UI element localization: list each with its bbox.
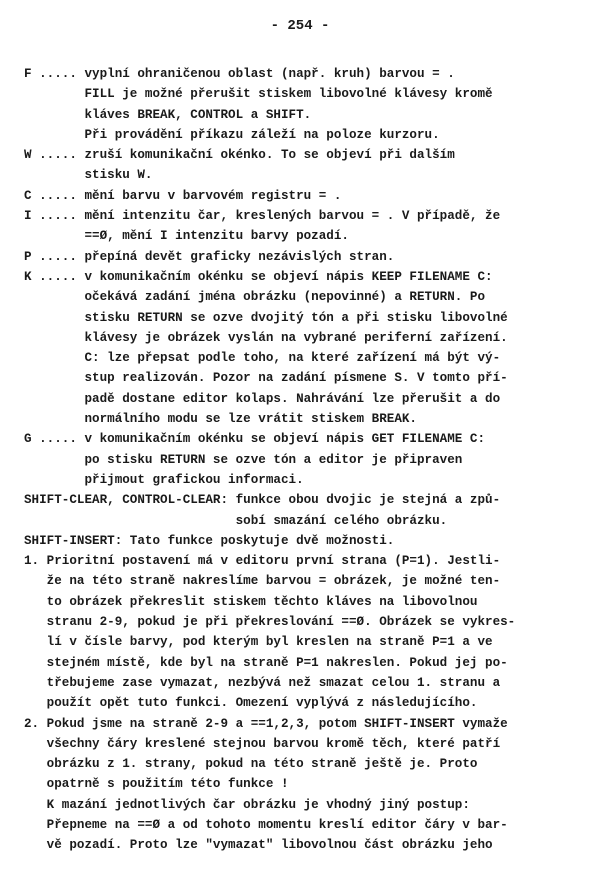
- text-line: ==Ø, mění I intenzitu barvy pozadí.: [24, 229, 349, 244]
- text-line: opatrně s použitím této funkce !: [24, 777, 289, 792]
- text-line: obrázku z 1. strany, pokud na této straně ještě je. Proto: [24, 757, 478, 772]
- text-line: C ..... mění barvu v barvovém registru = .: [24, 188, 342, 203]
- text-line: 2. Pokud jsme na straně 2-9 a ==1,2,3, potom SHIFT-INSERT vymaže: [24, 716, 508, 731]
- text-line: použít opět tuto funkci. Omezení vyplývá z následujícího.: [24, 696, 478, 711]
- text-line: klávesy je obrázek vyslán na vybrané periferní zařízení.: [24, 330, 508, 345]
- text-line: I ..... mění intenzitu čar, kreslených barvou = . V případě, že: [24, 209, 501, 224]
- text-line: SHIFT-INSERT: Tato funkce poskytuje dvě možnosti.: [24, 533, 395, 548]
- text-line: že na této straně nakreslíme barvou = obrázek, je možné ten-: [24, 574, 501, 589]
- text-line: Přepneme na ==Ø a od tohoto momentu kreslí editor čáry v bar-: [24, 817, 508, 832]
- text-line: normálního modu se lze vrátit stiskem BREAK.: [24, 412, 417, 427]
- text-line: C: lze přepsat podle toho, na které zařízení má být vý-: [24, 351, 501, 366]
- text-line: očekává zadání jména obrázku (nepovinné) a RETURN. Po: [24, 290, 486, 305]
- text-line: třebujeme zase vymazat, nezbývá než smazat celou 1. stranu a: [24, 675, 501, 690]
- text-line: SHIFT-CLEAR, CONTROL-CLEAR: funkce obou dvojic je stejná a způ-: [24, 493, 501, 508]
- text-line: FILL je možné přerušit stiskem libovolné klávesy kromě: [24, 87, 493, 102]
- page-number: - 254 -: [270, 18, 330, 34]
- page-body: [24, 64, 590, 856]
- text-line: to obrázek překreslit stiskem těchto kláves na libovolnou: [24, 594, 478, 609]
- text-line: stup realizován. Pozor na zadání písmene S. V tomto pří-: [24, 371, 508, 386]
- text-line: 1. Prioritní postavení má v editoru první strana (P=1). Jestli-: [24, 554, 501, 569]
- text-line: stejném místě, kde byl na straně P=1 nakreslen. Pokud jej po-: [24, 655, 508, 670]
- text-line: stranu 2-9, pokud je při překreslování ==Ø. Obrázek se vykres-: [24, 615, 516, 630]
- text-line: všechny čáry kreslené stejnou barvou kromě těch, které patří: [24, 736, 501, 751]
- text-line: stisku RETURN se ozve dvojitý tón a při stisku libovolné: [24, 310, 508, 325]
- text-line: F ..... vyplní ohraničenou oblast (např. kruh) barvou = .: [24, 67, 455, 81]
- text-line: P ..... přepíná devět graficky nezávislých stran.: [24, 249, 395, 264]
- text-line: stisku W.: [24, 168, 153, 183]
- text-line: po stisku RETURN se ozve tón a editor je připraven: [24, 452, 463, 467]
- text-line: lí v čísle barvy, pod kterým byl kreslen na straně P=1 a ve: [24, 635, 493, 650]
- text-line: G ..... v komunikačním okénku se objeví nápis GET FILENAME C:: [24, 432, 486, 447]
- text-line: vě pozadí. Proto lze "vymazat" libovolnou část obrázku jeho: [24, 838, 493, 853]
- text-line: sobí smazání celého obrázku.: [24, 513, 448, 528]
- text-line: K mazání jednotlivých čar obrázku je vhodný jiný postup:: [24, 797, 470, 812]
- text-line: kláves BREAK, CONTROL a SHIFT.: [24, 107, 312, 122]
- text-line: přijmout grafickou informaci.: [24, 472, 304, 487]
- text-line: W ..... zruší komunikační okénko. To se objeví při dalším: [24, 148, 455, 163]
- text-line: Při provádění příkazu záleží na poloze kurzoru.: [24, 127, 440, 142]
- text-line: padě dostane editor kolaps. Nahrávání lze přerušit a do: [24, 391, 501, 406]
- text-line: K ..... v komunikačním okénku se objeví nápis KEEP FILENAME C:: [24, 269, 493, 284]
